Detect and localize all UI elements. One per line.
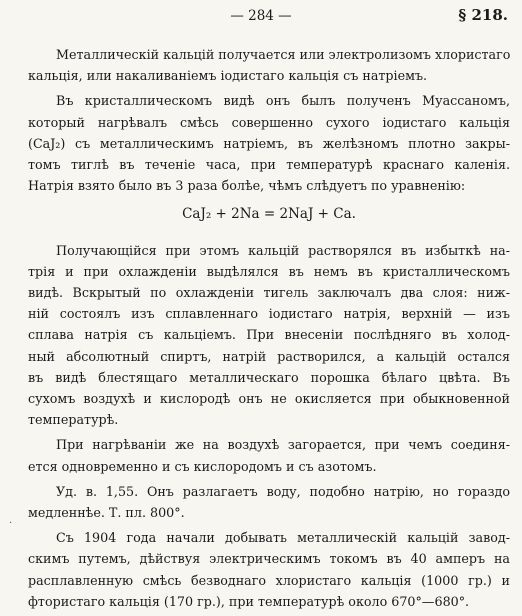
paragraph-3 — [28, 240, 510, 431]
page-body — [28, 44, 510, 616]
text-line: скимъ путемъ, дѣйствуя электрическимъ токомъ въ 40 амперъ на — [28, 551, 510, 567]
text-line: сплава натрія съ кальціемъ. При внесеніи послѣдняго въ холод- — [28, 327, 510, 343]
paragraph-2 — [28, 90, 510, 196]
text-line: который нагрѣвалъ смѣсь совершенно сухого іодистаго кальція — [28, 114, 510, 130]
text-line: температурѣ. — [28, 412, 119, 428]
page-header — [0, 6, 522, 28]
paragraph-4 — [28, 434, 510, 476]
text-line: Съ 1904 года начали добывать металлическій кальцій завод- — [56, 530, 510, 546]
text-line: кальція, или накаливаніемъ іодистаго кальція съ натріемъ. — [28, 68, 428, 84]
text-line: При нагрѣваніи же на воздухѣ загорается, при чемъ соединя- — [56, 437, 510, 453]
text-line: ется одновременно и съ кислородомъ и съ азотомъ. — [28, 458, 377, 474]
text-line: томъ тиглѣ въ теченіе часа, при температурѣ краснаго каленія. — [28, 157, 510, 173]
text-line: сухомъ воздухѣ и кислородѣ онъ не окисляется при обыкновенной — [28, 391, 510, 407]
text-line: (CaJ₂) съ металлическимъ натріемъ, въ желѣзномъ плотно закры- — [28, 135, 510, 151]
text-line: Металлическій кальцій получается или электролизомъ хлористаго — [56, 47, 511, 62]
paragraph-5 — [28, 481, 510, 523]
text-line: расплавленную смѣсь безводнаго хлористаго кальція (1000 гр.) и — [28, 572, 510, 588]
text-line: ный абсолютный спиртъ, натрій растворился, а кальцій остался — [28, 348, 510, 364]
text-line: Получающійся при этомъ кальцій растворялся въ избыткѣ на- — [56, 242, 510, 258]
section-number: § 218. — [458, 6, 508, 24]
text-line: фтористаго кальція (170 гр.), при температурѣ около 670°—680°. — [28, 593, 470, 609]
text-line: трія и при охлажденіи выдѣлялся въ немъ въ кристаллическомъ — [28, 263, 510, 279]
paragraph-1 — [28, 44, 510, 86]
paragraph-6 — [28, 527, 510, 612]
stray-mark: · — [9, 518, 13, 529]
page-number: — 284 — — [230, 8, 292, 24]
text-line: ній состоялъ изъ сплавленнаго іодистаго натрія, верхній — изъ — [28, 306, 510, 322]
text-line: видѣ. Вскрытый по охлажденіи тигель заключалъ два слоя: ниж- — [28, 285, 510, 301]
text-line: медленнѣе. Т. пл. 800°. — [28, 505, 185, 521]
text-line: Въ кристаллическомъ видѣ онъ былъ полученъ Муассаномъ, — [56, 93, 510, 109]
chemical-equation: CaJ₂ + 2Na = 2NaJ + Ca. — [182, 206, 356, 223]
text-line: въ видѣ блестящаго металлическаго порошка бѣлаго цвѣта. Въ — [28, 369, 510, 385]
text-line: Натрія взято было въ 3 раза болѣе, чѣмъ слѣдуетъ по уравненію: — [28, 178, 466, 194]
text-line: Уд. в. 1,55. Онъ разлагаетъ воду, подобно натрію, но гораздо — [56, 483, 510, 499]
